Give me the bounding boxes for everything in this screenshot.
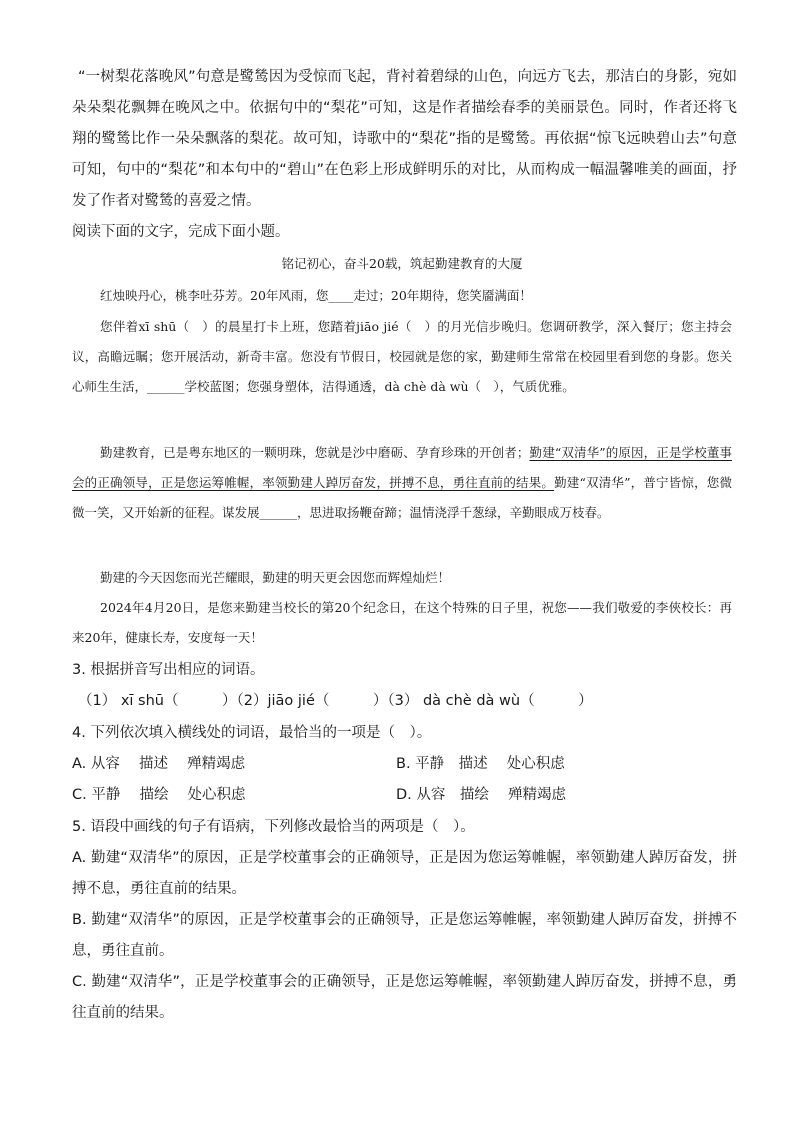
question-4-option-b: B. 平静 描述 处心积虑 — [396, 756, 565, 772]
passage-paragraph-3 — [72, 438, 732, 528]
passage-title: 铭记初心，奋斗20载，筑起勤建教育的大厦 — [281, 256, 523, 271]
passage-paragraph-4: 勤建的今天因您而光芒耀眼，勤建的明天更会因您而辉煌灿烂！ — [100, 570, 451, 585]
analysis-paragraph: “一树梨花落晚风”句意是鹭鸶因为受惊而飞起，背衬着碧绿的山色，向远方飞去，那洁白的身影，宛如朵朵梨花飘舞在晚风之中。依据句中的“梨花”可知，这是作者描绘春季的美丽景色。同时，作者还将飞翔的鹭鸶比作一朵朵飘落的梨花。故可知，诗歌中的“梨花”指的是鹭鸶。再依据“惊飞远映碧山去”句意可知，句中的“梨花”和本句中的“碧山”在色彩上形成鲜明乐的对比，从而构成一幅温馨唯美的画面，抒发了作者对鹭鸶的喜爱之情。 — [72, 69, 737, 209]
passage-paragraph-1: 红烛映丹心，桃李吐芬芳。20年风雨，您____走过；20年期待，您笑靥满面！ — [100, 288, 532, 303]
question-5-option-a: A. 勤建“双清华”的原因，正是学校董事会的正确领导，正是因为您运筹帷幄，率领勤建人踔厉奋发，拼搏不息，勇往直前的结果。 — [72, 850, 737, 897]
passage-p3-post: 勤建“双清华”，普宁皆惊，您微微一笑，又开始新的征程。谋发展______，思进取扬鞭奋蹄；温情浇浮千葱绿，辛勤眼成万枝春。 — [72, 475, 732, 520]
question-4-stem: 4. 下列依次填入横线处的词语，最恰当的一项是（ ）。 — [72, 725, 432, 741]
question-4-option-d: D. 从容 描绘 殚精竭虑 — [396, 787, 566, 803]
reading-instruction: 阅读下面的文字，完成下面小题。 — [72, 224, 290, 240]
passage-p3-pre: 勤建教育，已是粤东地区的一颗明珠，您就是沙中磨砺、孕育珍珠的开创者； — [100, 445, 530, 460]
question-3-items: （1） xī shū（ ）（2）jiāo jié（ ）（3） dà chè dà wù（ ） — [78, 693, 593, 709]
passage-paragraph-5: 2024年4月20日，是您来勤建当校长的第20个纪念日，在这个特殊的日子里，祝您——我们敬爱的李俠校长：再来20年，健康长寿，安度每一天！ — [72, 600, 732, 645]
question-4-option-a: A. 从容 描述 殚精竭虑 — [72, 756, 246, 772]
question-5-option-b: B. 勤建“双清华”的原因，正是学校董事会的正确领导，正是您运筹帷幄，率领勤建人踔厉奋发，拼搏不息，勇往直前。 — [72, 912, 737, 959]
question-5-stem: 5. 语段中画线的句子有语病，下列修改最恰当的两项是（ ）。 — [72, 819, 475, 835]
underlined-sentence: 勤建“双清华”的原因，正是学校董事会的正确领导，正是您运筹帷幄，率领勤建人踔厉奋发，拼搏不息，勇往直前的结果。 — [72, 445, 732, 490]
question-3-stem: 3. 根据拼音写出相应的词语。 — [72, 662, 265, 678]
passage-paragraph-2: 您伴着xī shū（ ）的晨星打卡上班，您踏着jiāo jié（ ）的月光信步晚归。您调研教学，深入餐厅；您主持会议，高瞻远瞩；您开展活动，新奇丰富。您没有节假日，校园就是您的家，勤建师生常常在校园里看到您的身影。您关心师生生活，______学校蓝图；您强身塑体，洁得通透，dà chè dà wù（ ），气质优雅。 — [72, 319, 732, 394]
question-5-option-c: C. 勤建“双清华”，正是学校董事会的正确领导，正是您运筹帷幄，率领勤建人踔厉奋发，拼搏不息，勇往直前的结果。 — [72, 974, 737, 1021]
question-4-option-c: C. 平静 描绘 处心积虑 — [72, 787, 246, 803]
